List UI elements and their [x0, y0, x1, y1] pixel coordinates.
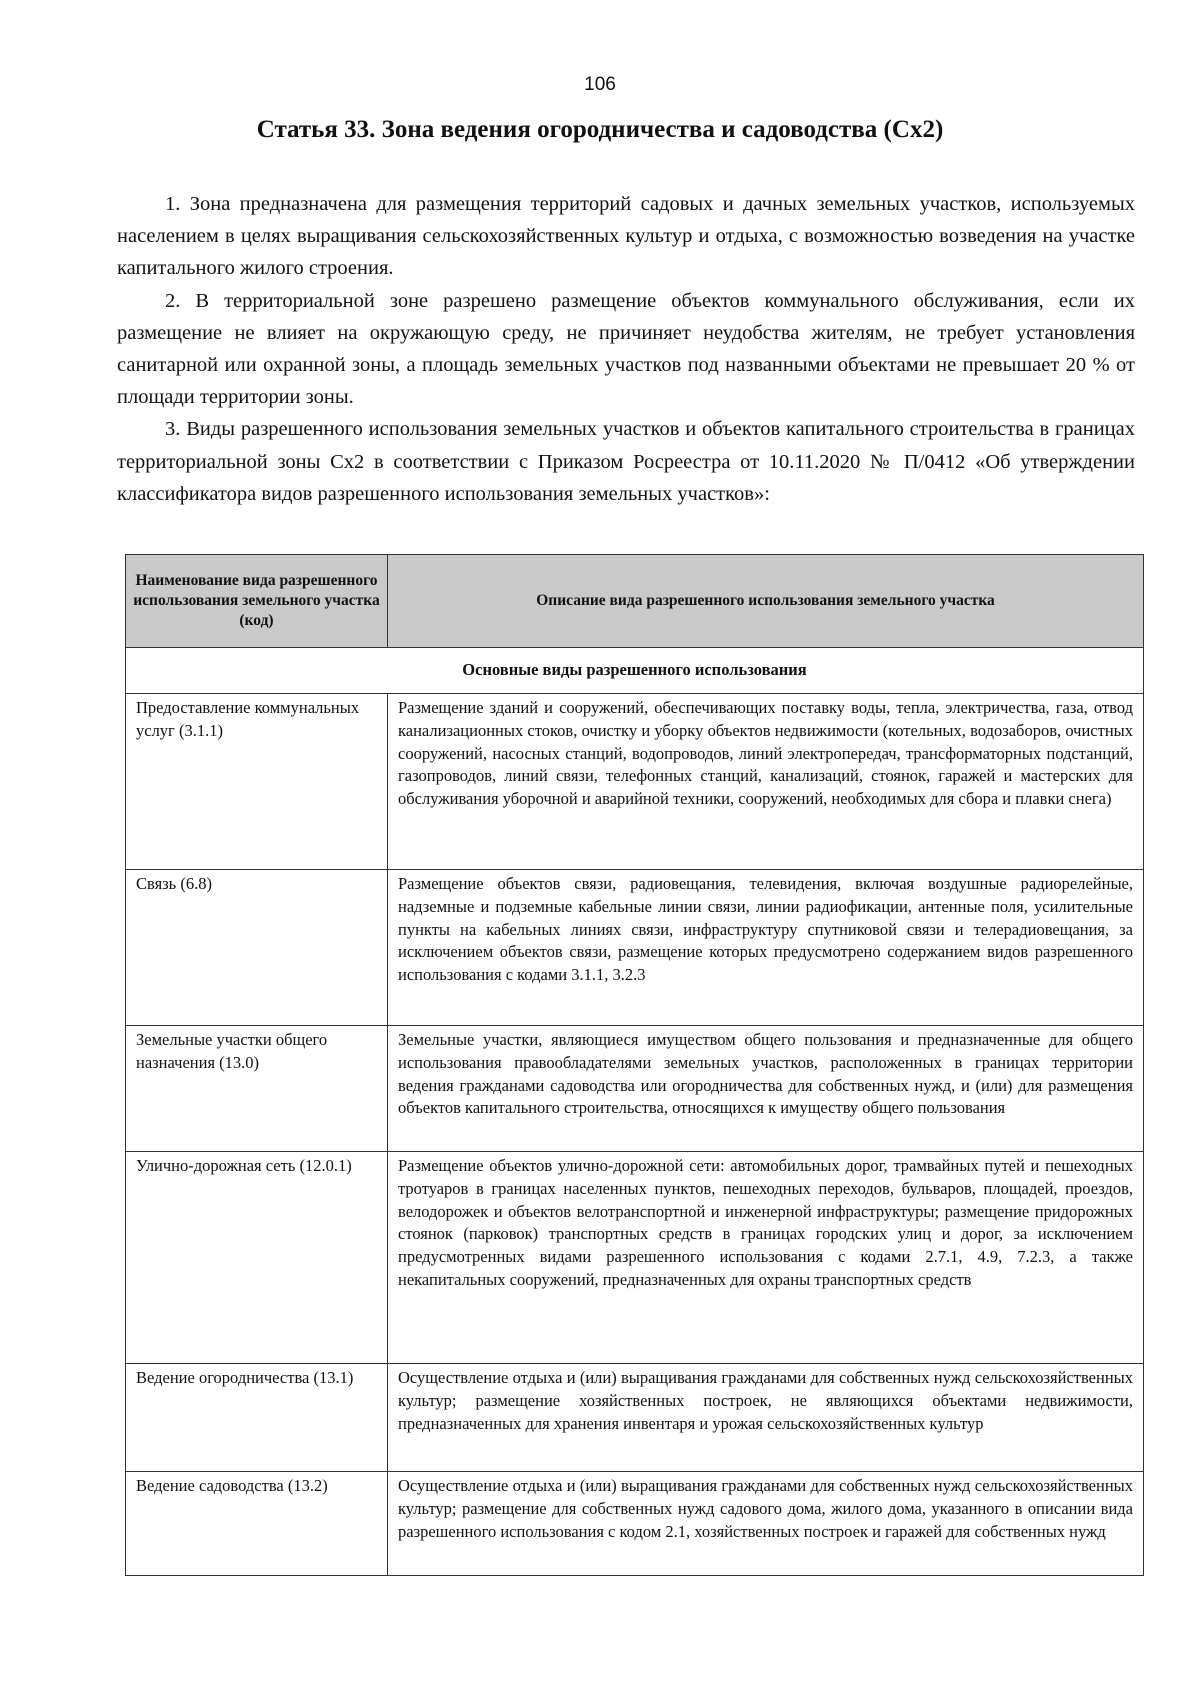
use-name: Земельные участки общего назначения (13.0) [126, 1026, 388, 1152]
section-title: Основные виды разрешенного использования [126, 648, 1144, 694]
table-section-row [126, 648, 1144, 694]
table-row [126, 1364, 1144, 1472]
table-row [126, 1152, 1144, 1364]
use-description: Размещение объектов улично-дорожной сети: автомобильных дорог, трамвайных путей и пешеходных тротуаров в границах населенных пунктов, пешеходных переходов, бульваров, площадей, проездов, велодорожек и объектов велотранспортной и инженерной инфраструктуры; размещение придорожных стоянок (парковок) транспортных средств в границах городских улиц и дорог, за исключением предусмотренных видами разрешенного использования с кодами 2.7.1, 4.9, 7.2.3, а также некапитальных сооружений, предназначенных для охраны транспортных средств [388, 1152, 1144, 1364]
header-use-description: Описание вида разрешенного использования земельного участка [388, 555, 1144, 648]
use-description: Осуществление отдыха и (или) выращивания гражданами для собственных нужд сельскохозяйственных культур; размещение хозяйственных построек, не являющихся объектами недвижимости, предназначенных для хранения инвентаря и урожая сельскохозяйственных культур [388, 1364, 1144, 1472]
use-name: Ведение садоводства (13.2) [126, 1472, 388, 1576]
page-number: 106 [584, 74, 616, 95]
use-description: Размещение зданий и сооружений, обеспечивающих поставку воды, тепла, электричества, газа, отвод канализационных стоков, очистку и уборку объектов недвижимости (котельных, водозаборов, очистных сооружений, насосных станций, водопроводов, линий электропередач, трансформаторных подстанций, газопроводов, линий связи, телефонных станций, канализаций, стоянок, гаражей и мастерских для обслуживания уборочной и аварийной техники, сооружений, необходимых для сбора и плавки снега) [388, 694, 1144, 870]
use-name: Улично-дорожная сеть (12.0.1) [126, 1152, 388, 1364]
use-name: Ведение огородничества (13.1) [126, 1364, 388, 1472]
land-use-table [125, 554, 1144, 1576]
use-description: Осуществление отдыха и (или) выращивания гражданами для собственных нужд сельскохозяйственных культур; размещение для собственных нужд садового дома, жилого дома, указанного в описании вида разрешенного использования с кодом 2.1, хозяйственных построек и гаражей для собственных нужд [388, 1472, 1144, 1576]
table-row [126, 1472, 1144, 1576]
table-row [126, 694, 1144, 870]
table-row [126, 1026, 1144, 1152]
article-title: Статья 33. Зона ведения огородничества и садоводства (Сх2) [256, 116, 944, 143]
table-row [126, 870, 1144, 1026]
article-body [117, 188, 1135, 510]
use-description: Размещение объектов связи, радиовещания, телевидения, включая воздушные радиорелейные, надземные и подземные кабельные линии связи, линии радиофикации, антенные поля, усилительные пункты на кабельных линиях связи, инфраструктуру спутниковой связи и телерадиовещания, за исключением объектов связи, размещение которых предусмотрено содержанием видов разрешенного использования с кодами 3.1.1, 3.2.3 [388, 870, 1144, 1026]
header-use-name: Наименование вида разрешенного использования земельного участка (код) [126, 555, 388, 648]
use-name: Предоставление коммунальных услуг (3.1.1) [126, 694, 388, 870]
paragraph-3: 3. Виды разрешенного использования земельных участков и объектов капитального строительства в границах территориальной зоны Сх2 в соответствии с Приказом Росреестра от 10.11.2020 № П/0412 «Об утверждении классификатора видов разрешенного использования земельных участков»: [117, 418, 1135, 505]
paragraph-2: 2. В территориальной зоне разрешено размещение объектов коммунального обслуживания, если их размещение не влияет на окружающую среду, не причиняет неудобства жителям, не требует установления санитарной или охранной зоны, а площадь земельных участков под названными объектами не превышает 20 % от площади территории зоны. [117, 289, 1135, 409]
table-header-row [126, 555, 1144, 648]
use-description: Земельные участки, являющиеся имуществом общего пользования и предназначенные для общего использования правообладателями земельных участков, расположенных в границах территории ведения гражданами садоводства или огородничества для собственных нужд, и (или) для размещения объектов капитального строительства, относящихся к имуществу общего пользования [388, 1026, 1144, 1152]
use-name: Связь (6.8) [126, 870, 388, 1026]
paragraph-1: 1. Зона предназначена для размещения территорий садовых и дачных земельных участков, используемых населением в целях выращивания сельскохозяйственных культур и отдыха, с возможностью возведения на участке капитального жилого строения. [117, 193, 1135, 280]
